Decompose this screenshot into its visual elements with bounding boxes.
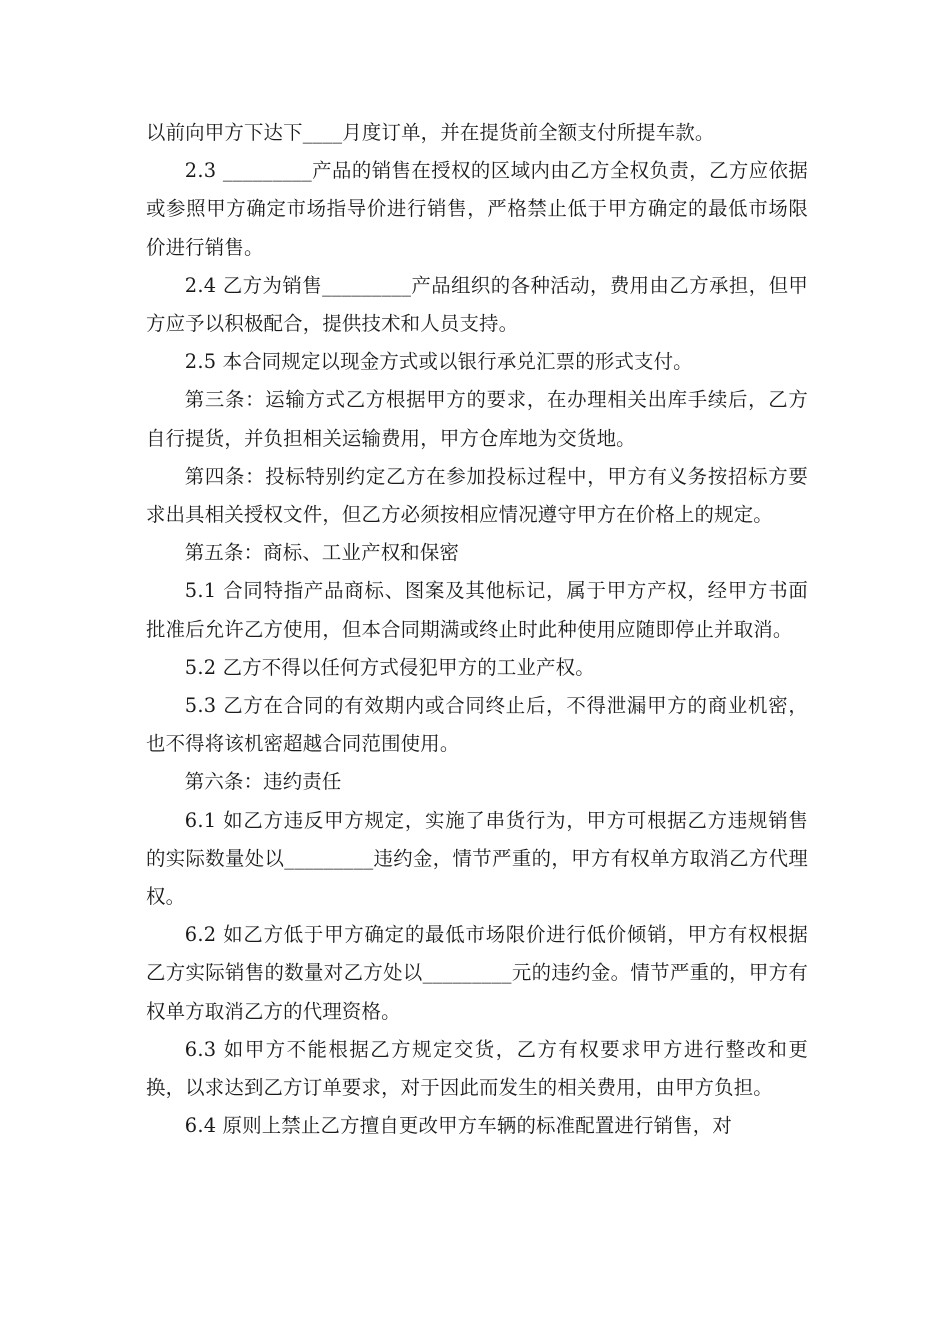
clause-5-2: 5.2 乙方不得以任何方式侵犯甲方的工业产权。 — [184, 655, 595, 679]
clause-5-3: 5.3 乙方在合同的有效期内或合同终止后，不得泄漏甲方的商业机密，也不得将该机密超越合同范围使用。 — [146, 694, 808, 756]
clause-2-5: 2.5 本合同规定以现金方式或以银行承兑汇票的形式支付。 — [184, 350, 693, 374]
article-3-transport: 第三条：运输方式乙方根据甲方的要求，在办理相关出库手续后，乙方自行提货，并负担相关运输费用，甲方仓库地为交货地。 — [146, 388, 808, 450]
clause-5-1: 5.1 合同特指产品商标、图案及其他标记，属于甲方产权，经甲方书面批准后允许乙方使用，但本合同期满或终止时此种使用应随即停止并取消。 — [146, 579, 808, 641]
clause-2-3: 2.3 _________产品的销售在授权的区域内由乙方全权负责，乙方应依据或参照甲方确定市场指导价进行销售，严格禁止低于甲方确定的最低市场限价进行销售。 — [146, 159, 808, 259]
clause-6-3: 6.3 如甲方不能根据乙方规定交货，乙方有权要求甲方进行整改和更换，以求达到乙方订单要求，对于因此而发生的相关费用，由甲方负担。 — [146, 1037, 808, 1100]
clause-6-4: 6.4 原则上禁止乙方擅自更改甲方车辆的标准配置进行销售，对 — [184, 1114, 732, 1138]
clause-6-2: 6.2 如乙方低于甲方确定的最低市场限价进行低价倾销，甲方有权根据乙方实际销售的数量对乙方处以_________元的违约金。情节严重的，甲方有权单方取消乙方的代理资格。 — [146, 923, 808, 1023]
document-body — [146, 114, 808, 1145]
article-6-heading: 第六条：违约责任 — [184, 770, 342, 794]
article-5-heading: 第五条：商标、工业产权和保密 — [184, 541, 460, 565]
clause-2-4: 2.4 乙方为销售_________产品组织的各种活动，费用由乙方承担，但甲方应予以积极配合，提供技术和人员支持。 — [146, 273, 808, 336]
article-4-bidding: 第四条：投标特别约定乙方在参加投标过程中，甲方有义务按招标方要求出具相关授权文件，但乙方必须按相应情况遵守甲方在价格上的规定。 — [146, 464, 808, 527]
paragraph-continuation: 以前向甲方下达下____月度订单，并在提货前全额支付所提车款。 — [146, 121, 715, 144]
clause-6-1: 6.1 如乙方违反甲方规定，实施了串货行为，甲方可根据乙方违规销售的实际数量处以_________违约金，情节严重的，甲方有权单方取消乙方代理权。 — [146, 808, 808, 909]
